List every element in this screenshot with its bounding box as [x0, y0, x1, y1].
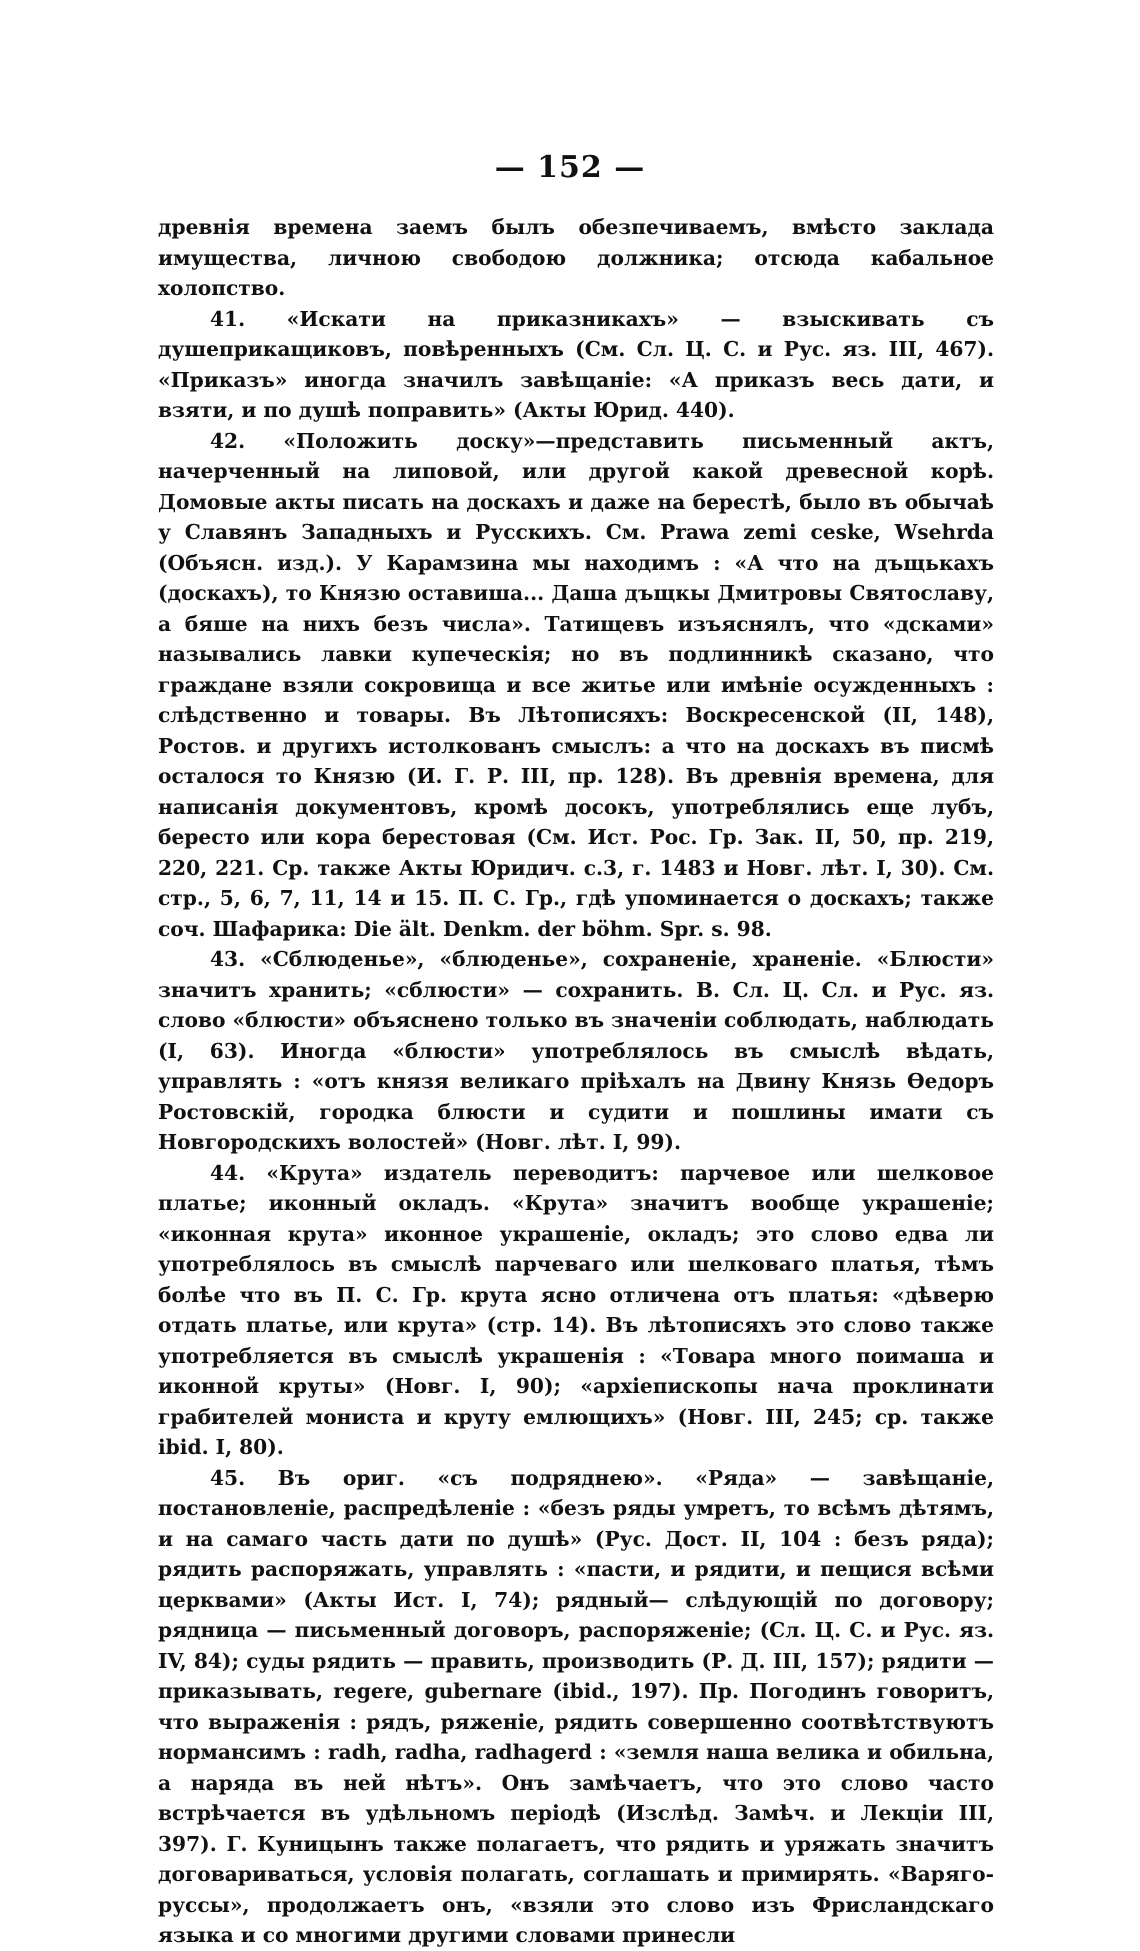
paragraph-continuation: древнія времена заемъ былъ обезпечиваемъ, вмѣсто заклада имущества, личною свободою должника; отсюда кабальное холопство. — [158, 215, 994, 300]
note-44: 44. «Крута» издатель переводитъ: парчевое или шелковое платье; иконный окладъ. «Крута» значитъ вообще украшеніе; «иконная крута» иконное украшеніе, окладъ; это слово едва ли употреблялось въ смыслѣ парчеваго или шелковаго платья, тѣмъ болѣе что въ П. С. Гр. крута ясно отличена отъ платья: «дѣверю отдать платье, или крута» (стр. 14). Въ лѣтописяхъ это слово также употребляется въ смыслѣ украшенія : «Товара много поимаша и иконной круты» (Новг. I, 90); «архіепископы нача проклинати грабителей мониста и круту емлющихъ» (Новг. III, 245; ср. также ibid. I, 80). — [158, 1160, 994, 1459]
body-text — [158, 212, 994, 1951]
note-45: 45. Въ ориг. «съ подряднею». «Ряда» — завѣщаніе, постановленіе, распредѣленіе : «безъ ряды умретъ, то всѣмъ дѣтямъ, и на самаго часть дати по душѣ» (Рус. Дост. II, 104 : безъ ряда); рядить распоряжать, управлять : «пасти, и рядити, и пещися всѣми церквами» (Акты Ист. I, 74); рядный— слѣдующій по договору; рядница — письменный договоръ, распоряженіе; (Сл. Ц. С. и Рус. яз. IV, 84); суды рядить — править, производить (Р. Д. III, 157); рядити — приказывать, regere, gubernare (ibid., 197). Пр. Погодинъ говоритъ, что выраженія : рядъ, ряженіе, рядить совершенно соотвѣтствуютъ нормансимъ : radh, radha, radhagerd : «земля наша велика и обильна, а наряда въ ней нѣтъ». Онъ замѣчаетъ, что это слово часто встрѣчается въ удѣльномъ періодѣ (Изслѣд. Замѣч. и Лекціи III, 397). Г. Куницынъ также полагаетъ, что рядить и уряжать значитъ договариваться, условія полагать, соглашать и примирять. «Варяго-руссы», продолжаетъ онъ, «взяли это слово изъ Фрисландскаго языка и со многими другими словами принесли — [158, 1465, 994, 1947]
note-42: 42. «Положить доску»—представить письменный актъ, начерченный на липовой, или другой какой древесной корѣ. Домовые акты писать на доскахъ и даже на берестѣ, было въ обычаѣ у Славянъ Западныхъ и Русскихъ. См. Prawa zemi ceske, Wsehrda (Объясн. изд.). У Карамзина мы находимъ : «А что на дъщькахъ (доскахъ), то Князю оставиша... Даша дъщкы Дмитровы Святославу, а бяше на нихъ безъ числа». Татищевъ изъяснялъ, что «дсками» назывались лавки купеческія; но въ подлинникѣ сказано, что граждане взяли сокровища и все житье или имѣніе осужденныхъ : слѣдственно и товары. Въ Лѣтописяхъ: Воскресенской (II, 148), Ростов. и другихъ истолкованъ смыслъ: а что на доскахъ въ писмѣ осталося то Князю (И. Г. Р. III, пр. 128). Въ древнія времена, для написанія документовъ, кромѣ досокъ, употреблялись еще лубъ, бересто или кора берестовая (См. Ист. Рос. Гр. Зак. II, 50, пр. 219, 220, 221. Ср. также Акты Юридич. с.3, г. 1483 и Новг. лѣт. I, 30). См. стр., 5, 6, 7, 11, 14 и 15. П. С. Гр., гдѣ упоминается о доскахъ; также соч. Шафарика: Die ält. Denkm. der böhm. Spr. s. 98. — [158, 428, 994, 941]
page-number: — 152 — — [494, 150, 646, 185]
note-43: 43. «Сблюденье», «блюденье», сохраненіе, храненіе. «Блюсти» значитъ хранить; «сблюсти» — сохранить. В. Сл. Ц. Сл. и Рус. яз. слово «блюсти» объяснено только въ значеніи соблюдать, наблюдать (I, 63). Иногда «блюсти» употреблялось въ смыслѣ вѣдать, управлять : «отъ князя великаго пріѣхалъ на Двину Князь Ѳедоръ Ростовскій, городка блюсти и судити и пошлины имати съ Новгородскихъ волостей» (Новг. лѣт. I, 99). — [158, 947, 994, 1154]
note-41: 41. «Искати на приказникахъ» — взыскивать съ душеприкащиковъ, повѣренныхъ (См. Сл. Ц. С. и Рус. яз. III, 467). «Приказъ» иногда значилъ завѣщаніе: «А приказъ весь дати, и взяти, и по душѣ поправить» (Акты Юрид. 440). — [158, 306, 994, 422]
